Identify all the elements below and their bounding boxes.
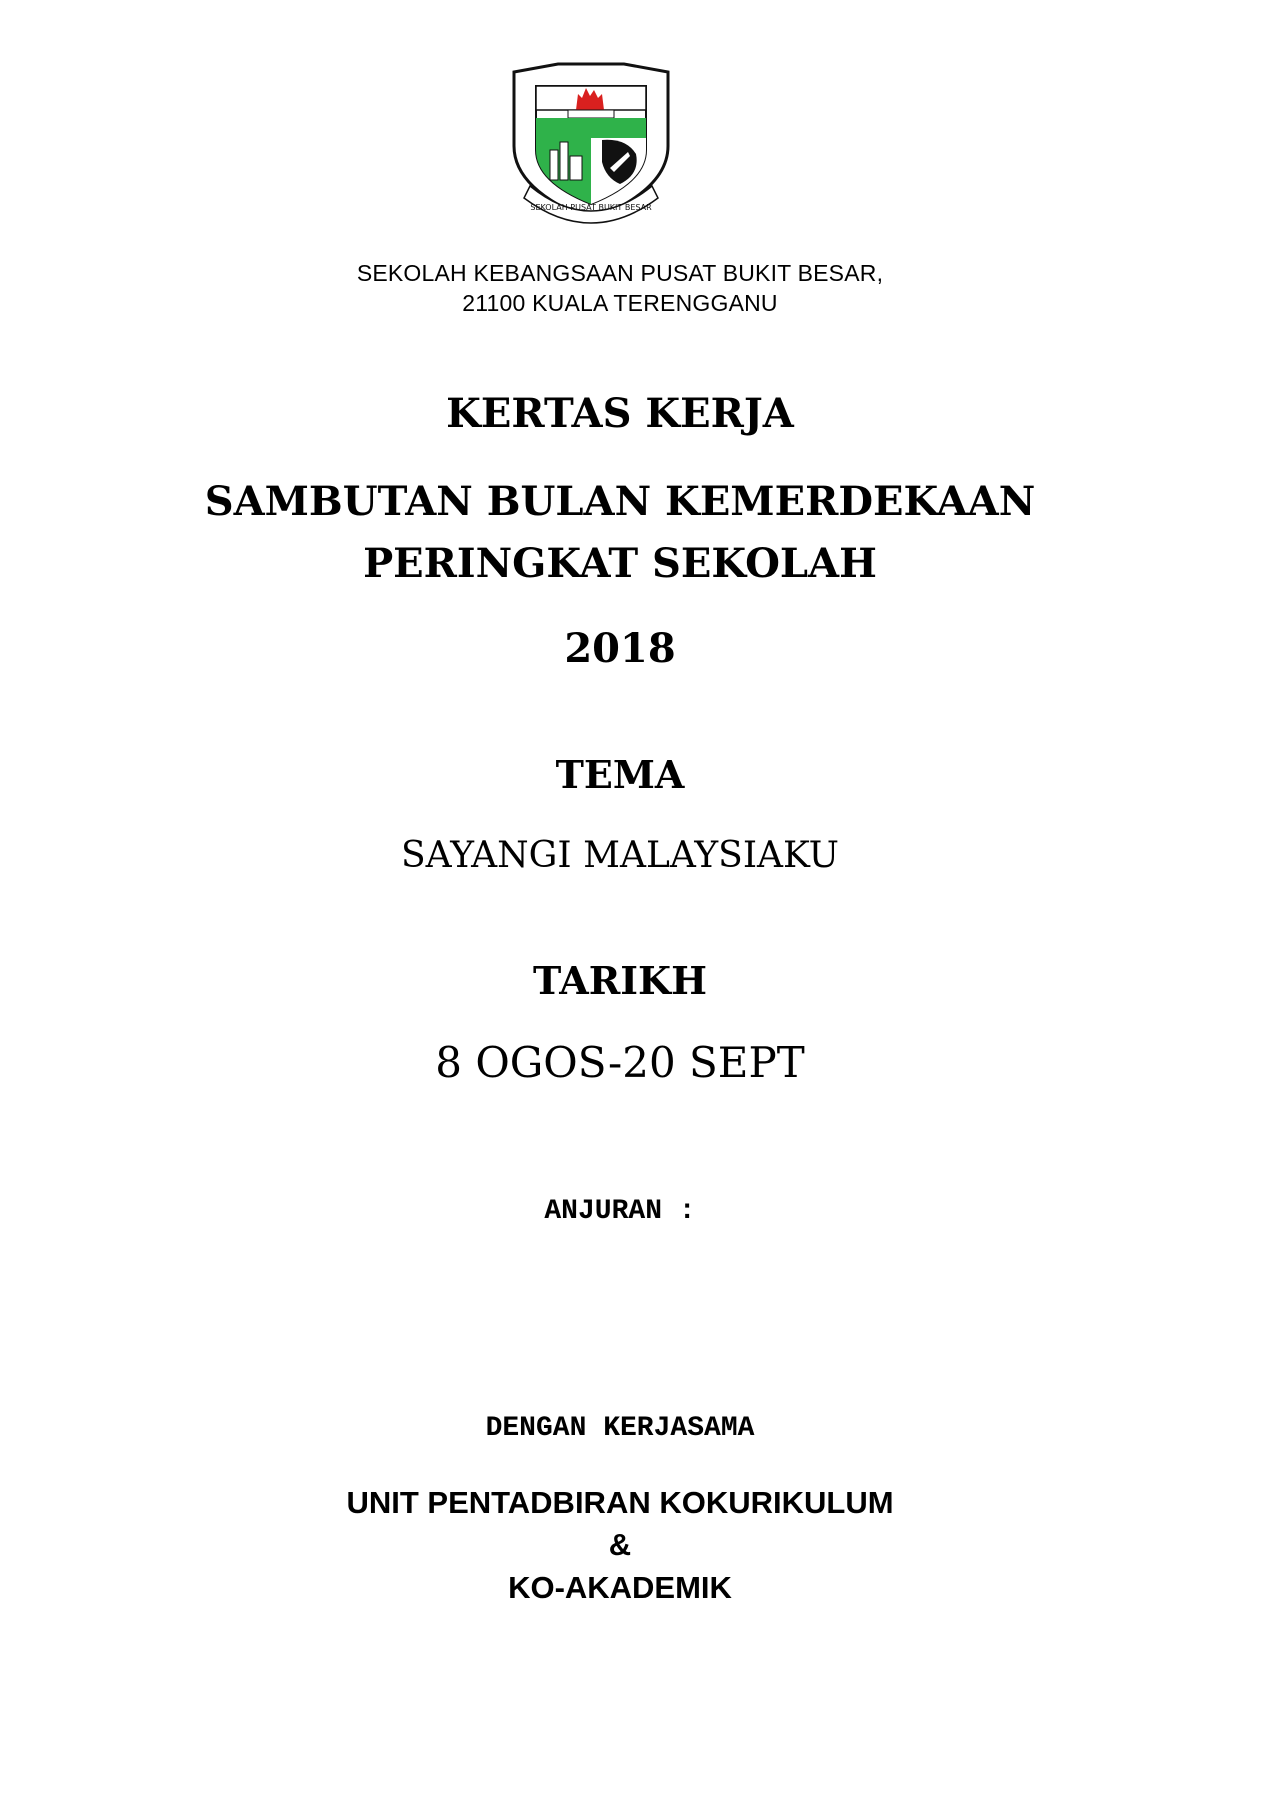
- crest-icon: [502, 58, 680, 228]
- school-name-line1: SEKOLAH KEBANGSAAN PUSAT BUKIT BESAR,: [356, 260, 884, 286]
- unit-name-line3: KO-AKADEMIK: [508, 1570, 732, 1605]
- doc-title-sambutan: SAMBUTAN BULAN KEMERDEKAAN: [204, 478, 1036, 525]
- theme-label: TEMA: [555, 752, 685, 797]
- date-value: 8 OGOS-20 SEPT: [435, 1038, 805, 1087]
- school-crest-logo: [502, 58, 680, 228]
- svg-text:SEKOLAH PUSAT BUKIT BESAR: SEKOLAH PUSAT BUKIT BESAR: [530, 203, 652, 212]
- unit-name-ampersand: &: [608, 1527, 632, 1562]
- collaboration-label: DENGAN KERJASAMA: [485, 1413, 755, 1444]
- doc-title-peringkat: PERINGKAT SEKOLAH: [363, 540, 877, 587]
- organizer-label: ANJURAN :: [544, 1196, 696, 1227]
- theme-value: SAYANGI MALAYSIAKU: [401, 835, 839, 876]
- doc-title-kertas-kerja: KERTAS KERJA: [446, 390, 794, 437]
- doc-title-year: 2018: [564, 625, 676, 672]
- school-address-line2: 21100 KUALA TERENGGANU: [462, 290, 778, 316]
- date-label: TARIKH: [533, 958, 707, 1003]
- unit-name-line1: UNIT PENTADBIRAN KOKURIKULUM: [346, 1485, 894, 1520]
